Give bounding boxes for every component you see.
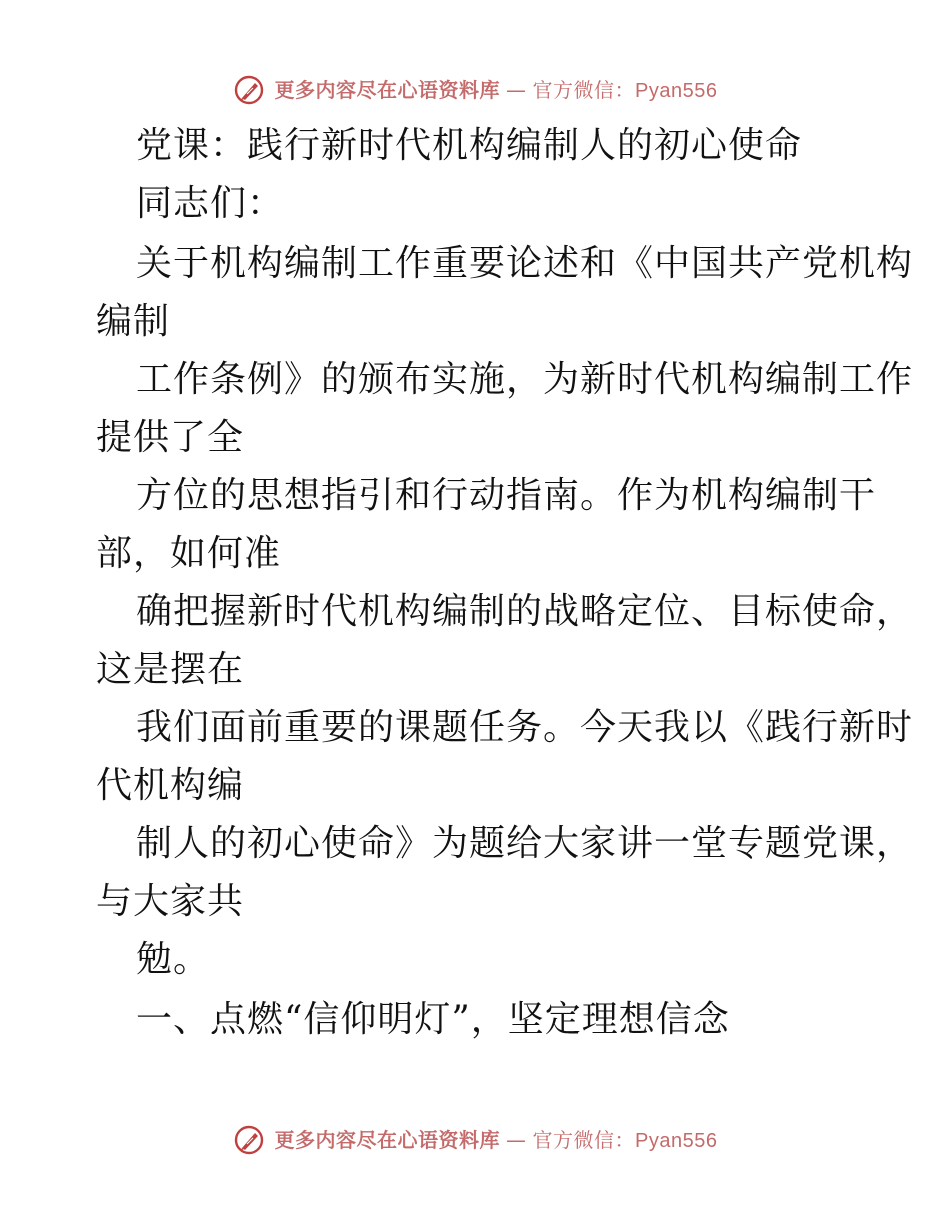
body-line: 制人的初心使命》为题给大家讲一堂专题党课， — [136, 823, 914, 864]
watermark-text — [274, 1127, 718, 1152]
watermark-account: Pyan556 — [635, 1129, 718, 1152]
watermark-account: Pyan556 — [635, 79, 718, 102]
body-line: 这是摆在 — [96, 649, 245, 690]
body-line: 确把握新时代机构编制的战略定位、目标使命， — [136, 591, 914, 632]
watermark-label: 官方微信： — [532, 1127, 636, 1152]
watermark-text — [274, 77, 718, 102]
body-line: 我们面前重要的课题任务。今天我以《践行新时 — [136, 707, 914, 748]
document-title: 党课：践行新时代机构编制人的初心使命 — [136, 125, 803, 166]
body-line: 代机构编 — [96, 765, 245, 806]
watermark-label: 官方微信： — [532, 77, 636, 102]
footer-watermark — [0, 1120, 950, 1160]
quill-pen-circle-icon — [233, 1124, 265, 1156]
body-line: 勉。 — [136, 939, 211, 980]
body-line: 编制 — [96, 301, 171, 342]
body-line: 方位的思想指引和行动指南。作为机构编制干 — [136, 475, 877, 516]
body-line: 工作条例》的颁布实施，为新时代机构编制工作 — [136, 359, 914, 400]
salutation: 同志们： — [136, 183, 285, 224]
watermark-brand: 更多内容尽在心语资料库 — [274, 1127, 501, 1152]
watermark-dash: — — [506, 1127, 527, 1152]
watermark-brand: 更多内容尽在心语资料库 — [274, 77, 501, 102]
header-watermark — [0, 70, 950, 110]
watermark-dash: — — [506, 77, 527, 102]
body-line: 部，如何准 — [96, 533, 282, 574]
body-line: 提供了全 — [96, 417, 245, 458]
body-line: 与大家共 — [96, 881, 245, 922]
body-line: 关于机构编制工作重要论述和《中国共产党机构 — [136, 243, 914, 284]
section-heading: 一、点燃“信仰明灯”，坚定理想信念 — [136, 999, 730, 1040]
quill-pen-circle-icon — [233, 74, 265, 106]
